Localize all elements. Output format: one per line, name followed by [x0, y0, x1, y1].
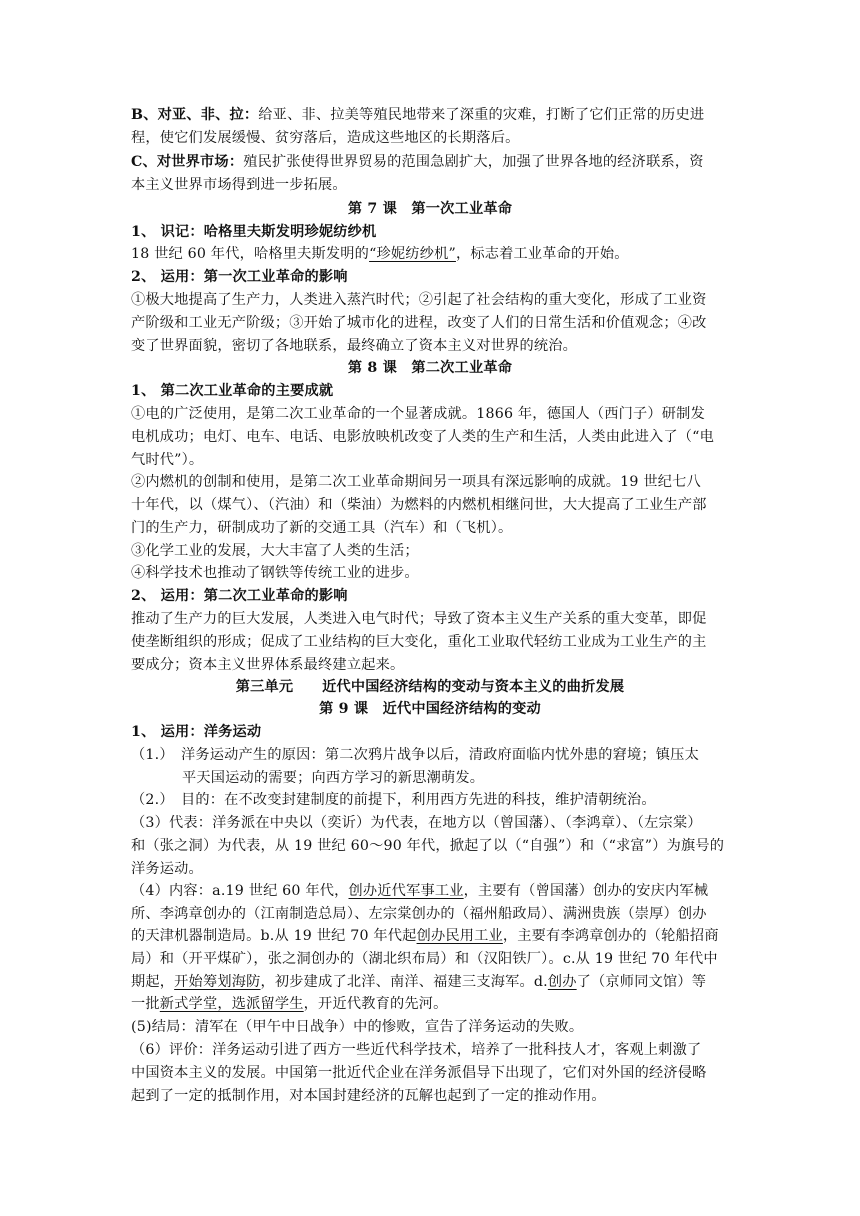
text-line — [131, 426, 714, 448]
text-line — [131, 1085, 606, 1107]
text-span: ③化学工业的发展，大大丰富了人类的生活； — [131, 543, 419, 559]
text-span: 所、李鸿章创办的（江南制造总局）、左宗棠创办的（福州船政局）、满洲贵族（崇厚）创办 — [131, 906, 707, 922]
text-span: 给亚、非、拉美等殖民地带来了深重的灾难，打断了它们正常的历史进 — [258, 107, 705, 123]
text-line — [131, 380, 333, 402]
text-span: ①电的广泛使用，是第二次工业革命的一个显著成就。1866 年，德国人（西门子）研制发 — [131, 406, 705, 422]
text-span: ，初步建成了北洋、南洋、福建三支海军。d. — [260, 974, 548, 990]
text-span: 程，使它们发展缓慢、贫穷落后，造成这些地区的长期落后。 — [131, 130, 520, 146]
text-span: ④科学技术也推动了钢铁等传统工业的进步。 — [131, 565, 419, 581]
underlined-text: 创办民用工业 — [416, 928, 503, 944]
text-span: （4）内容：a.19 世纪 60 年代， — [131, 883, 349, 899]
text-line — [131, 449, 203, 471]
bold-text: 1、 第二次工业革命的主要成就 — [131, 383, 334, 399]
text-span: 和（张之洞）为代表，从 19 世纪 60～90 年代，掀起了以（“自强”）和（“求富”）为旗号的 — [131, 838, 725, 854]
text-span: （1.） 洋务运动产生的原因：第二次鸦片战争以后，清政府面临内忧外患的窘境；镇压太 — [131, 747, 699, 763]
bold-text: C、对世界市场： — [131, 154, 244, 170]
text-span: 门的生产力，研制成功了新的交通工具（汽车）和（飞机）。 — [131, 520, 513, 536]
text-span: 平天国运动的需要；向西方学习的新思潮萌发。 — [182, 770, 485, 786]
text-span: 本主义世界市场得到进一步拓展。 — [131, 177, 347, 193]
bold-text: 1、 识记：哈格里夫斯发明珍妮纺纱机 — [131, 224, 377, 240]
text-line — [182, 767, 484, 789]
section-heading — [0, 698, 860, 720]
text-span: 产阶级和工业无产阶级；③开始了城市化的进程，改变了人们的日常生活和价值观念；④改 — [131, 315, 707, 331]
text-line — [131, 174, 347, 196]
text-line — [131, 858, 203, 880]
text-line — [131, 631, 707, 653]
text-line — [131, 948, 718, 970]
text-span: ，主要有（曾国藩）创办的安庆内军械 — [463, 883, 709, 899]
text-span: 电机成功；电灯、电车、电话、电影放映机改变了人类的生产和生活，人类由此进入了（“电 — [131, 429, 714, 445]
section-heading — [0, 357, 860, 379]
text-line — [131, 835, 724, 857]
text-line — [131, 243, 629, 265]
text-span: 18 世纪 60 年代，哈格里夫斯发明的 — [131, 246, 370, 262]
text-line — [131, 151, 704, 173]
text-span: 洋务运动。 — [131, 861, 203, 877]
text-line — [131, 971, 706, 993]
bold-text: 第 7 课 第一次工业革命 — [347, 201, 513, 217]
text-span: ，标志着工业革命的开始。 — [455, 246, 629, 262]
text-line — [131, 993, 448, 1015]
text-span: 使垄断组织的形成；促成了工业结构的巨大变化，重化工业取代轻纺工业成为工业生产的主 — [131, 634, 707, 650]
text-line — [131, 312, 707, 334]
text-span: 要成分；资本主义世界体系最终建立起来。 — [131, 657, 405, 673]
text-span: 起到了一定的抵制作用，对本国封建经济的瓦解也起到了一定的推动作用。 — [131, 1088, 606, 1104]
text-line — [131, 789, 656, 811]
text-line — [131, 608, 707, 630]
text-line — [131, 903, 707, 925]
bold-text: 第 8 课 第二次工业革命 — [347, 360, 513, 376]
text-line — [131, 1039, 701, 1061]
underlined-text: 创办近代军事工业 — [348, 883, 464, 899]
text-span: (5)结局：清军在（甲午中日战争）中的惨败，宣告了洋务运动的失败。 — [131, 1019, 584, 1035]
text-span: ，主要有李鸿章创办的（轮船招商 — [502, 928, 719, 944]
text-line — [131, 104, 704, 126]
bold-text: 第 9 课 近代中国经济结构的变动 — [319, 701, 541, 717]
text-span: 的天津机器制造局。b.从 19 世纪 70 年代起 — [131, 928, 417, 944]
text-span: 了（京师同文馆）等 — [576, 974, 707, 990]
text-span: 变了世界面貌，密切了各地联系，最终确立了资本主义对世界的统治。 — [131, 338, 578, 354]
underlined-text: 开始筹划海防 — [174, 974, 261, 990]
text-span: 十年代，以（煤气）、（汽油）和（柴油）为燃料的内燃机相继问世，大大提高了工业生产部 — [131, 497, 707, 513]
text-line — [131, 562, 419, 584]
text-span: （6）评价：洋务运动引进了西方一些近代科学技术，培养了一批科技人才，客观上刺激了 — [131, 1042, 702, 1058]
text-line — [131, 1062, 707, 1084]
text-span: ①极大地提高了生产力，人类进入蒸汽时代；②引起了社会结构的重大变化，形成了工业资 — [131, 292, 707, 308]
text-line — [131, 289, 707, 311]
bold-text: 1、 运用：洋务运动 — [131, 724, 262, 740]
text-line — [131, 721, 261, 743]
text-span: 中国资本主义的发展。中国第一批近代企业在洋务派倡导下出现了，它们对外国的经济侵略 — [131, 1065, 707, 1081]
text-span: 局）和（开平煤矿），张之洞创办的（湖北织布局）和（汉阳铁厂）。c.从 19 世纪 70 年代中 — [131, 951, 718, 967]
underlined-text: 新式学堂，选派留学生 — [159, 996, 304, 1012]
text-line — [131, 654, 404, 676]
bold-text: 2、 运用：第二次工业革命的影响 — [131, 588, 348, 604]
bold-text: 2、 运用：第一次工业革命的影响 — [131, 269, 348, 285]
text-line — [131, 540, 419, 562]
text-line — [131, 494, 707, 516]
text-span: 一批 — [131, 996, 160, 1012]
text-span: 推动了生产力的巨大发展，人类进入电气时代；导致了资本主义生产关系的重大变革，即促 — [131, 611, 707, 627]
text-line — [131, 221, 376, 243]
text-line — [131, 471, 701, 493]
text-span: （3）代表：洋务派在中央以（奕䜣）为代表，在地方以（曾国藩）、（李鸿章）、（左宗棠） — [131, 815, 702, 831]
text-line — [131, 517, 512, 539]
text-line — [131, 585, 348, 607]
underlined-text: 创办 — [547, 974, 577, 990]
text-span: 期起， — [131, 974, 175, 990]
text-line — [131, 403, 705, 425]
text-span: 气时代”）。 — [131, 452, 204, 468]
underlined-text: “珍妮纺纱机” — [369, 246, 456, 262]
text-line — [131, 744, 699, 766]
text-line — [131, 812, 702, 834]
text-line — [131, 880, 708, 902]
section-heading — [0, 676, 860, 698]
section-heading — [0, 198, 860, 220]
bold-text: 第三单元 近代中国经济结构的变动与资本主义的曲折发展 — [235, 679, 625, 695]
text-line — [131, 1016, 583, 1038]
text-span: （2.） 目的：在不改变封建制度的前提下，利用西方先进的科技，维护清朝统治。 — [131, 792, 656, 808]
bold-text: B、对亚、非、拉： — [131, 107, 259, 123]
text-line — [131, 925, 719, 947]
text-span: ，开近代教育的先河。 — [303, 996, 448, 1012]
text-line — [131, 266, 348, 288]
text-span: 殖民扩张使得世界贸易的范围急剧扩大，加强了世界各地的经济联系，资 — [243, 154, 704, 170]
text-line — [131, 335, 577, 357]
text-line — [131, 127, 519, 149]
text-span: ②内燃机的创制和使用，是第二次工业革命期间另一项具有深远影响的成就。19 世纪七八 — [131, 474, 701, 490]
